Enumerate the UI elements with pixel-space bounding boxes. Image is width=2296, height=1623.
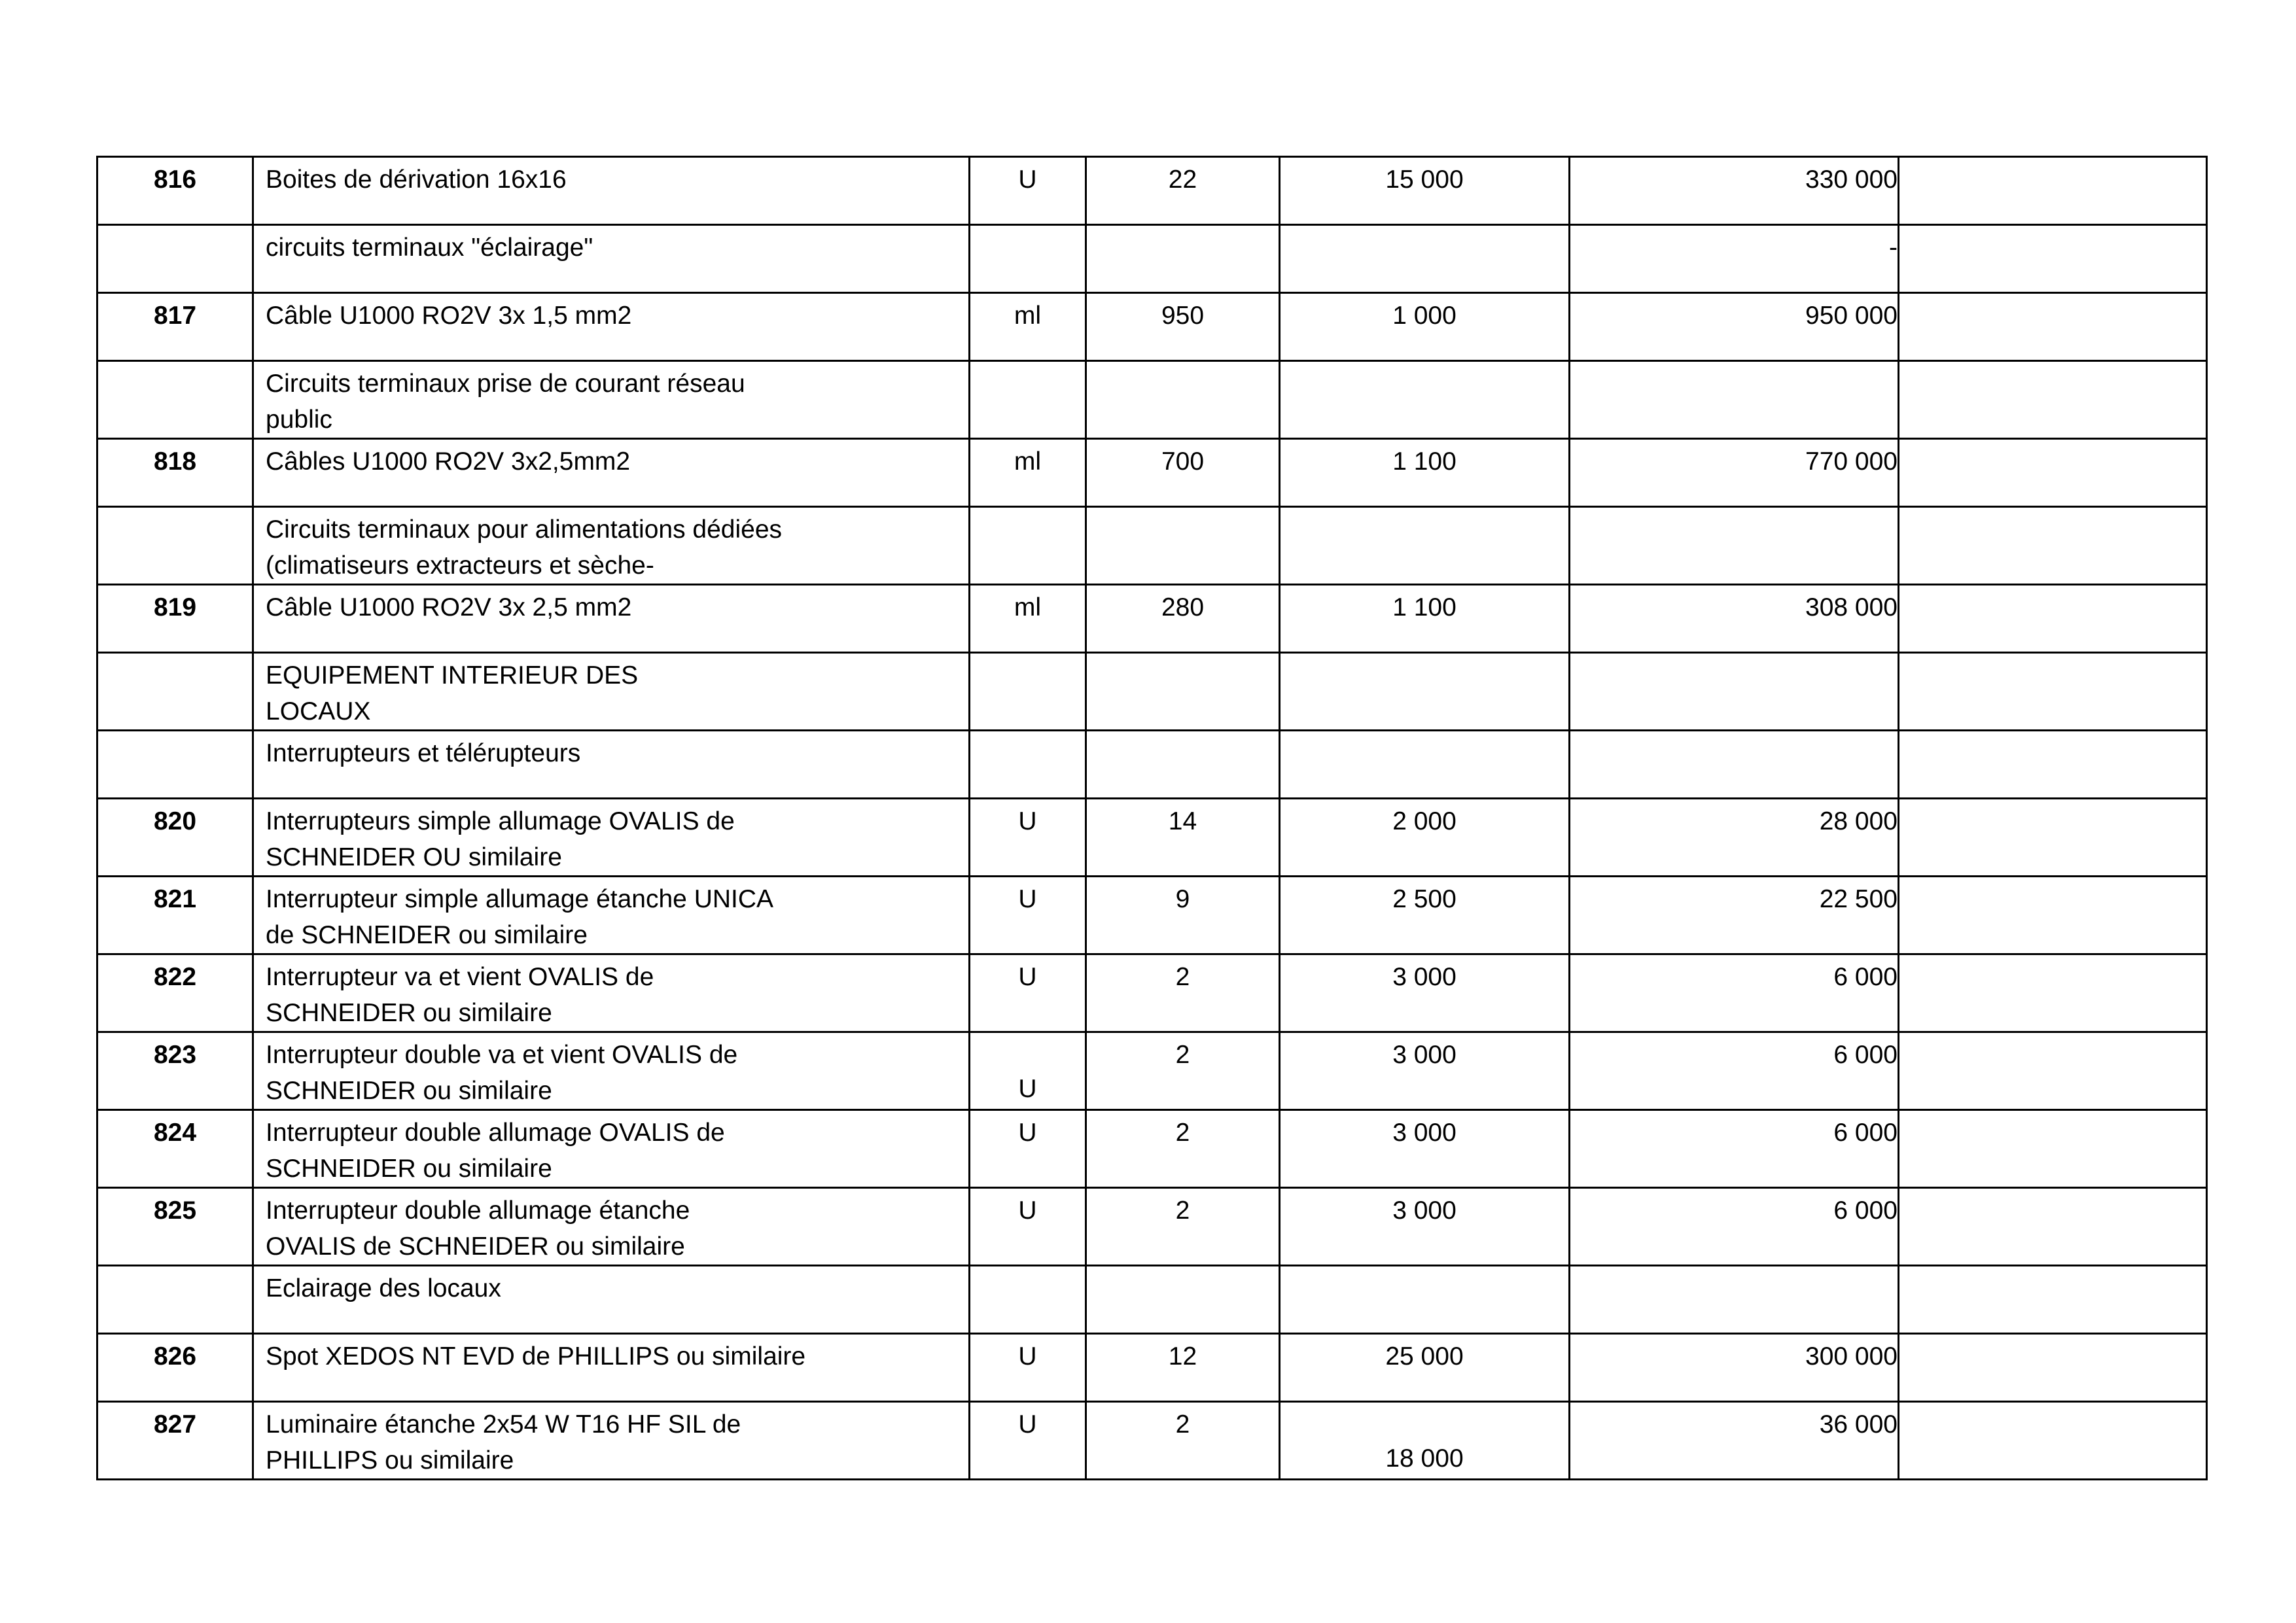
item-number-cell <box>97 225 253 293</box>
table-row <box>97 439 2207 507</box>
unit-price-cell: 3 000 <box>1280 1188 1570 1266</box>
description-cell: Eclairage des locaux <box>253 1266 970 1334</box>
unit-cell <box>970 1266 1086 1334</box>
empty-cell <box>1899 439 2207 507</box>
table-row <box>97 157 2207 225</box>
total-cell: 330 000 <box>1570 157 1899 225</box>
quantity-cell: 2 <box>1086 1188 1280 1266</box>
unit-price-cell <box>1280 361 1570 439</box>
unit-cell: U <box>970 1402 1086 1480</box>
quantity-cell: 9 <box>1086 877 1280 954</box>
description-cell: Interrupteur double allumage OVALIS de SCHNEIDER ou similaire <box>253 1110 970 1188</box>
unit-cell: U <box>970 1188 1086 1266</box>
unit-cell: ml <box>970 439 1086 507</box>
empty-cell <box>1899 225 2207 293</box>
item-number-cell <box>97 507 253 585</box>
empty-cell <box>1899 1188 2207 1266</box>
item-number-cell: 818 <box>97 439 253 507</box>
total-cell <box>1570 507 1899 585</box>
description-cell: Spot XEDOS NT EVD de PHILLIPS ou similaire <box>253 1334 970 1402</box>
description-cell: Câbles U1000 RO2V 3x2,5mm2 <box>253 439 970 507</box>
table-row <box>97 1032 2207 1110</box>
quantity-cell: 2 <box>1086 1110 1280 1188</box>
description-cell: Boites de dérivation 16x16 <box>253 157 970 225</box>
unit-cell: ml <box>970 585 1086 653</box>
item-number-cell: 824 <box>97 1110 253 1188</box>
empty-cell <box>1899 1032 2207 1110</box>
table-row <box>97 877 2207 954</box>
quantity-cell: 950 <box>1086 293 1280 361</box>
unit-price-cell <box>1280 731 1570 799</box>
unit-price-cell <box>1280 225 1570 293</box>
description-cell: EQUIPEMENT INTERIEUR DES LOCAUX <box>253 653 970 731</box>
empty-cell <box>1899 877 2207 954</box>
item-number-cell: 816 <box>97 157 253 225</box>
total-cell: 28 000 <box>1570 799 1899 877</box>
unit-cell: U <box>970 877 1086 954</box>
quantity-cell: 2 <box>1086 1032 1280 1110</box>
description-cell: Câble U1000 RO2V 3x 2,5 mm2 <box>253 585 970 653</box>
item-number-cell: 817 <box>97 293 253 361</box>
description-cell: Câble U1000 RO2V 3x 1,5 mm2 <box>253 293 970 361</box>
total-cell: 22 500 <box>1570 877 1899 954</box>
table-row <box>97 585 2207 653</box>
quantity-cell: 700 <box>1086 439 1280 507</box>
unit-price-cell <box>1280 653 1570 731</box>
unit-cell: U <box>970 157 1086 225</box>
item-number-cell: 820 <box>97 799 253 877</box>
table-row <box>97 225 2207 293</box>
empty-cell <box>1899 731 2207 799</box>
description-cell: Luminaire étanche 2x54 W T16 HF SIL de PHILLIPS ou similaire <box>253 1402 970 1480</box>
description-cell: Circuits terminaux prise de courant réseau public <box>253 361 970 439</box>
quantity-cell: 2 <box>1086 954 1280 1032</box>
unit-cell: U <box>970 799 1086 877</box>
unit-price-cell: 3 000 <box>1280 1032 1570 1110</box>
item-number-cell <box>97 731 253 799</box>
table-row <box>97 293 2207 361</box>
item-number-cell <box>97 653 253 731</box>
empty-cell <box>1899 954 2207 1032</box>
description-cell: Interrupteur double va et vient OVALIS de SCHNEIDER ou similaire <box>253 1032 970 1110</box>
item-number-cell: 825 <box>97 1188 253 1266</box>
unit-cell <box>970 731 1086 799</box>
quantity-cell <box>1086 1266 1280 1334</box>
quantity-cell <box>1086 225 1280 293</box>
table-row <box>97 361 2207 439</box>
unit-cell <box>970 507 1086 585</box>
empty-cell <box>1899 1402 2207 1480</box>
description-cell: circuits terminaux "éclairage" <box>253 225 970 293</box>
total-cell: - <box>1570 225 1899 293</box>
quantity-cell <box>1086 653 1280 731</box>
empty-cell <box>1899 507 2207 585</box>
unit-price-cell: 3 000 <box>1280 1110 1570 1188</box>
table-row <box>97 731 2207 799</box>
unit-price-cell: 25 000 <box>1280 1334 1570 1402</box>
unit-price-cell <box>1280 507 1570 585</box>
empty-cell <box>1899 1110 2207 1188</box>
table-row <box>97 507 2207 585</box>
item-number-cell <box>97 361 253 439</box>
unit-price-cell: 15 000 <box>1280 157 1570 225</box>
total-cell <box>1570 1266 1899 1334</box>
empty-cell <box>1899 799 2207 877</box>
unit-price-cell: 2 500 <box>1280 877 1570 954</box>
table-row <box>97 1402 2207 1480</box>
item-number-cell <box>97 1266 253 1334</box>
empty-cell <box>1899 653 2207 731</box>
table-row <box>97 1188 2207 1266</box>
quantity-cell <box>1086 361 1280 439</box>
empty-cell <box>1899 361 2207 439</box>
description-cell: Interrupteur simple allumage étanche UNICA de SCHNEIDER ou similaire <box>253 877 970 954</box>
total-cell: 300 000 <box>1570 1334 1899 1402</box>
unit-cell: U <box>970 1032 1086 1110</box>
total-cell <box>1570 653 1899 731</box>
unit-cell: U <box>970 1110 1086 1188</box>
total-cell: 6 000 <box>1570 954 1899 1032</box>
table-row <box>97 1334 2207 1402</box>
table-row <box>97 954 2207 1032</box>
total-cell: 950 000 <box>1570 293 1899 361</box>
quantity-cell <box>1086 731 1280 799</box>
description-cell: Interrupteurs et télérupteurs <box>253 731 970 799</box>
description-cell: Circuits terminaux pour alimentations dédiées (climatiseurs extracteurs et sèche- <box>253 507 970 585</box>
empty-cell <box>1899 1334 2207 1402</box>
empty-cell <box>1899 585 2207 653</box>
unit-cell <box>970 361 1086 439</box>
table-row <box>97 799 2207 877</box>
unit-cell: U <box>970 1334 1086 1402</box>
unit-price-cell <box>1280 1266 1570 1334</box>
unit-price-cell: 2 000 <box>1280 799 1570 877</box>
quantity-cell: 22 <box>1086 157 1280 225</box>
quantity-cell: 2 <box>1086 1402 1280 1480</box>
unit-price-cell: 1 100 <box>1280 439 1570 507</box>
total-cell <box>1570 731 1899 799</box>
total-cell: 36 000 <box>1570 1402 1899 1480</box>
item-number-cell: 827 <box>97 1402 253 1480</box>
total-cell <box>1570 361 1899 439</box>
unit-price-cell: 1 000 <box>1280 293 1570 361</box>
empty-cell <box>1899 157 2207 225</box>
description-cell: Interrupteur va et vient OVALIS de SCHNEIDER ou similaire <box>253 954 970 1032</box>
table-row <box>97 1266 2207 1334</box>
unit-price-cell: 18 000 <box>1280 1402 1570 1480</box>
quantity-cell: 12 <box>1086 1334 1280 1402</box>
total-cell: 6 000 <box>1570 1110 1899 1188</box>
unit-price-cell: 3 000 <box>1280 954 1570 1032</box>
unit-cell: U <box>970 954 1086 1032</box>
quantity-cell <box>1086 507 1280 585</box>
quantity-cell: 280 <box>1086 585 1280 653</box>
item-number-cell: 819 <box>97 585 253 653</box>
item-number-cell: 821 <box>97 877 253 954</box>
empty-cell <box>1899 293 2207 361</box>
unit-cell <box>970 225 1086 293</box>
empty-cell <box>1899 1266 2207 1334</box>
table-row <box>97 1110 2207 1188</box>
description-cell: Interrupteur double allumage étanche OVALIS de SCHNEIDER ou similaire <box>253 1188 970 1266</box>
item-number-cell: 823 <box>97 1032 253 1110</box>
unit-cell <box>970 653 1086 731</box>
quantity-cell: 14 <box>1086 799 1280 877</box>
total-cell: 770 000 <box>1570 439 1899 507</box>
table-row <box>97 653 2207 731</box>
total-cell: 6 000 <box>1570 1032 1899 1110</box>
bill-of-quantities-table <box>96 156 2208 1480</box>
description-cell: Interrupteurs simple allumage OVALIS de SCHNEIDER OU similaire <box>253 799 970 877</box>
item-number-cell: 826 <box>97 1334 253 1402</box>
total-cell: 6 000 <box>1570 1188 1899 1266</box>
unit-price-cell: 1 100 <box>1280 585 1570 653</box>
unit-cell: ml <box>970 293 1086 361</box>
total-cell: 308 000 <box>1570 585 1899 653</box>
item-number-cell: 822 <box>97 954 253 1032</box>
